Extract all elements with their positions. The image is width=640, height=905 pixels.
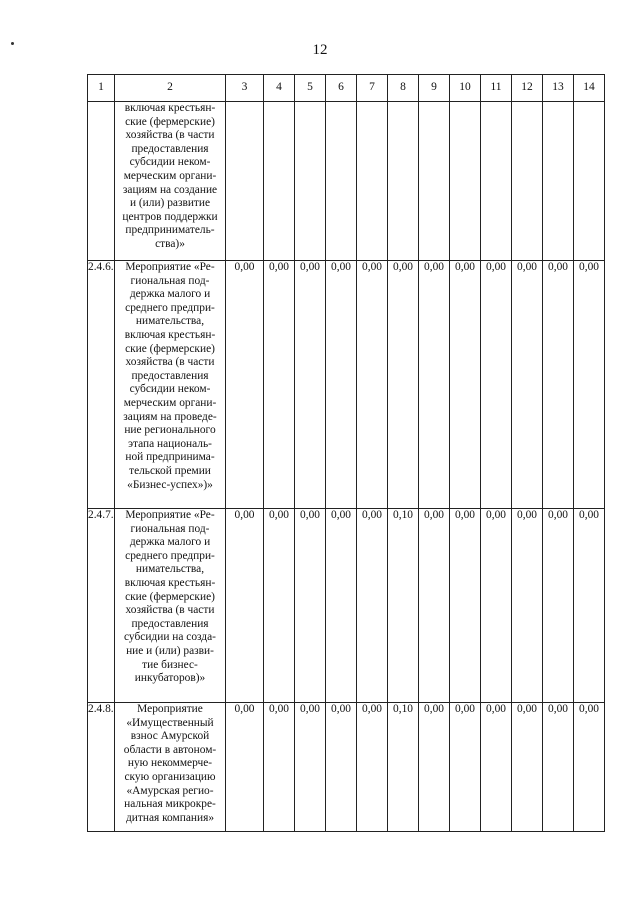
row-description: Мероприятие «Ре- гиональная под- держка малого и среднего предпри- нимательства, включая крестьян- ские (фермерские) хозяйства (в части предоставления субсидии неком- мерческим органи- зациям на проведе- ние регионального этапа националь- ной предпринима- тельской премии «Бизнес-успех»)» bbox=[115, 261, 226, 509]
header-cell: 6 bbox=[326, 75, 357, 102]
value-cell: 0,00 bbox=[419, 509, 450, 703]
value-cell: 0,00 bbox=[295, 703, 326, 832]
value-cell: 0,00 bbox=[326, 509, 357, 703]
header-cell: 7 bbox=[357, 75, 388, 102]
header-row bbox=[88, 75, 605, 102]
scan-speck bbox=[11, 42, 14, 45]
value-cell: 0,00 bbox=[512, 509, 543, 703]
value-cell: 0,00 bbox=[226, 509, 264, 703]
row-code: 2.4.6. bbox=[88, 261, 115, 509]
header-cell: 5 bbox=[295, 75, 326, 102]
row-description: включая крестьян- ские (фермерские) хозяйства (в части предоставления субсидии неком- мерческим органи- зациям на создание и (или) развитие центров поддержки предприниматель- ства)» bbox=[115, 102, 226, 261]
header-cell: 13 bbox=[543, 75, 574, 102]
value-cell: 0,00 bbox=[574, 703, 605, 832]
value-cell bbox=[295, 102, 326, 261]
header-cell: 2 bbox=[115, 75, 226, 102]
value-cell: 0,00 bbox=[388, 261, 419, 509]
row-code: 2.4.8. bbox=[88, 703, 115, 832]
value-cell: 0,00 bbox=[264, 703, 295, 832]
value-cell: 0,00 bbox=[226, 261, 264, 509]
row-code bbox=[88, 102, 115, 261]
value-cell: 0,00 bbox=[295, 261, 326, 509]
header-cell: 1 bbox=[88, 75, 115, 102]
value-cell bbox=[264, 102, 295, 261]
value-cell: 0,00 bbox=[419, 703, 450, 832]
page-number: 12 bbox=[312, 42, 328, 58]
value-cell: 0,00 bbox=[357, 703, 388, 832]
value-cell: 0,00 bbox=[481, 261, 512, 509]
header-cell: 11 bbox=[481, 75, 512, 102]
value-cell: 0,00 bbox=[450, 703, 481, 832]
value-cell: 0,00 bbox=[512, 261, 543, 509]
value-cell bbox=[450, 102, 481, 261]
value-cell: 0,00 bbox=[264, 261, 295, 509]
value-cell: 0,10 bbox=[388, 509, 419, 703]
budget-table bbox=[87, 74, 605, 832]
header-cell: 9 bbox=[419, 75, 450, 102]
value-cell bbox=[326, 102, 357, 261]
value-cell bbox=[512, 102, 543, 261]
value-cell: 0,00 bbox=[481, 703, 512, 832]
table-row bbox=[88, 703, 605, 832]
value-cell: 0,00 bbox=[574, 509, 605, 703]
value-cell: 0,00 bbox=[450, 261, 481, 509]
table-row bbox=[88, 102, 605, 261]
value-cell bbox=[226, 102, 264, 261]
value-cell bbox=[574, 102, 605, 261]
value-cell: 0,00 bbox=[543, 509, 574, 703]
value-cell bbox=[481, 102, 512, 261]
value-cell bbox=[357, 102, 388, 261]
value-cell: 0,00 bbox=[512, 703, 543, 832]
value-cell bbox=[388, 102, 419, 261]
row-description: Мероприятие «Ре- гиональная под- держка малого и среднего предпри- нимательства, включая крестьян- ские (фермерские) хозяйства (в части предоставления субсидии на созда- ние и (или) разви- тие бизнес- инкубаторов)» bbox=[115, 509, 226, 703]
value-cell: 0,00 bbox=[357, 509, 388, 703]
header-cell: 12 bbox=[512, 75, 543, 102]
value-cell: 0,00 bbox=[264, 509, 295, 703]
value-cell bbox=[543, 102, 574, 261]
value-cell: 0,00 bbox=[543, 261, 574, 509]
value-cell: 0,00 bbox=[419, 261, 450, 509]
value-cell: 0,00 bbox=[326, 261, 357, 509]
value-cell: 0,00 bbox=[226, 703, 264, 832]
value-cell: 0,00 bbox=[574, 261, 605, 509]
value-cell: 0,00 bbox=[481, 509, 512, 703]
value-cell: 0,00 bbox=[326, 703, 357, 832]
value-cell: 0,00 bbox=[357, 261, 388, 509]
value-cell: 0,00 bbox=[295, 509, 326, 703]
value-cell: 0,10 bbox=[388, 703, 419, 832]
header-cell: 10 bbox=[450, 75, 481, 102]
value-cell: 0,00 bbox=[543, 703, 574, 832]
table-row bbox=[88, 261, 605, 509]
value-cell: 0,00 bbox=[450, 509, 481, 703]
header-cell: 4 bbox=[264, 75, 295, 102]
row-description: Мероприятие «Имущественный взнос Амурской области в автоном- ную некоммерче- скую организацию «Амурская регио- нальная микрокре- дитная компания» bbox=[115, 703, 226, 832]
header-cell: 3 bbox=[226, 75, 264, 102]
header-cell: 14 bbox=[574, 75, 605, 102]
row-code: 2.4.7. bbox=[88, 509, 115, 703]
table-row bbox=[88, 509, 605, 703]
header-cell: 8 bbox=[388, 75, 419, 102]
value-cell bbox=[419, 102, 450, 261]
